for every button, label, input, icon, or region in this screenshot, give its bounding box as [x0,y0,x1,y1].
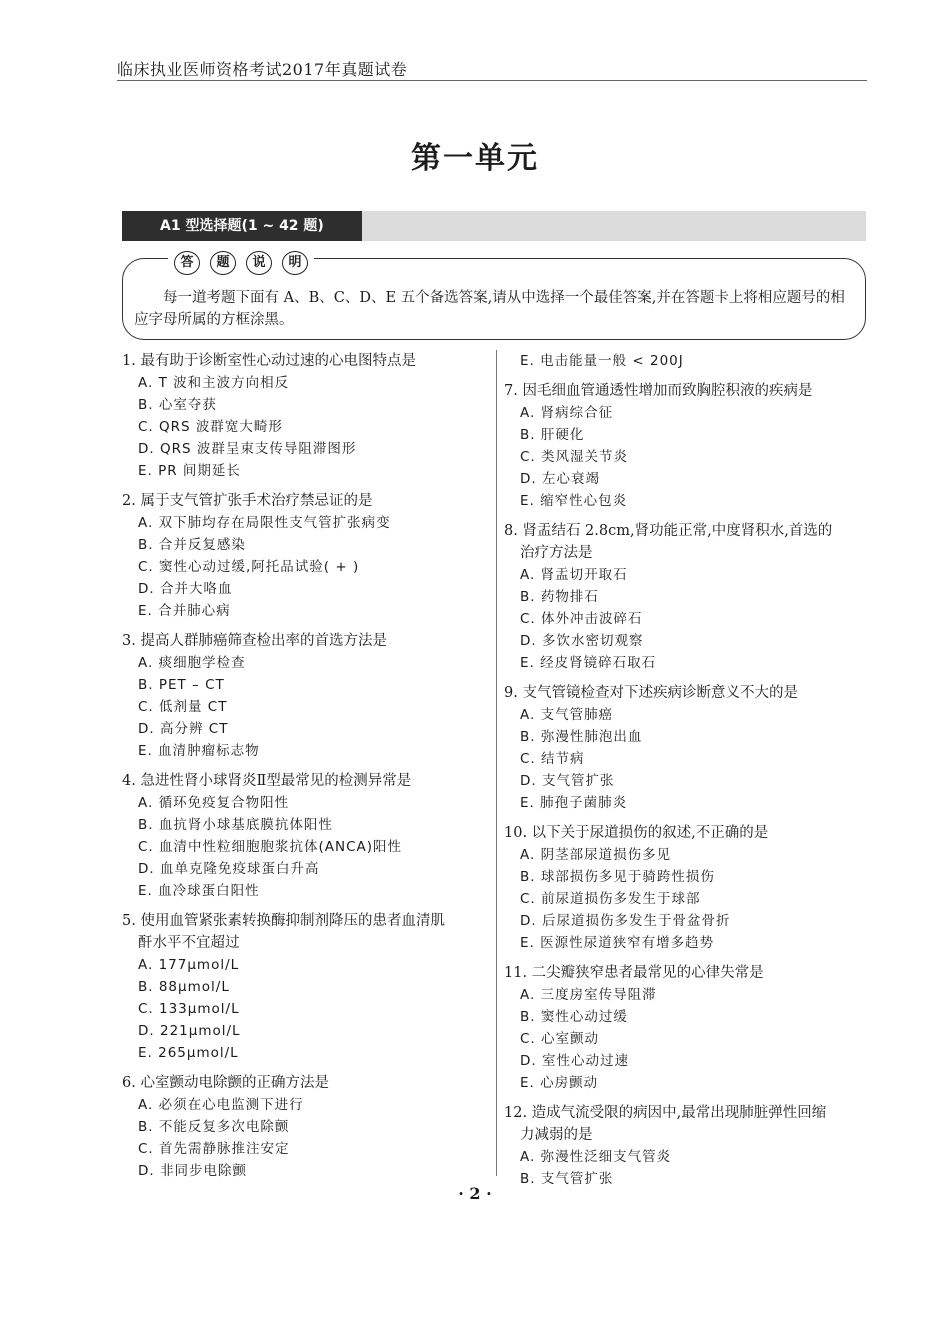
question-item [122,350,492,482]
answer-option: D. 221μmol/L [138,1023,241,1039]
answer-option: B. 窦性心动过缓 [520,1009,628,1025]
answer-option: B. 球部损伤多见于骑跨性损伤 [520,869,715,885]
header-rule [117,80,867,81]
question-stem: 3. 提高人群肺癌筛查检出率的首选方法是 [122,633,387,649]
question-item [504,350,874,372]
question-item [122,770,492,902]
answer-option: D. 血单克隆免疫球蛋白升高 [138,861,320,877]
question-stem: 4. 急进性肾小球肾炎Ⅱ型最常见的检测异常是 [122,773,412,789]
answer-option: A. 肾盂切开取石 [520,567,628,583]
answer-option: D. 高分辨 CT [138,721,229,737]
answer-option: A. 弥漫性泛细支气管炎 [520,1149,672,1165]
answer-option: C. 结节病 [520,751,585,767]
section-label: A1 型选择题(1 ~ 42 题) [122,211,362,241]
question-stem: 9. 支气管镜检查对下述疾病诊断意义不大的是 [504,685,798,701]
answer-option: C. 窦性心动过缓,阿托品试验( + ) [138,559,360,575]
instructions-text: 每一道考题下面有 A、B、C、D、E 五个备选答案,请从中选择一个最佳答案,并在答题卡上将相应题号的相应字母所属的方框涂黑。 [134,290,845,328]
question-item [504,520,874,674]
question-stem-continuation: 酐水平不宜超过 [138,935,240,951]
answer-option: C. 前尿道损伤多发生于球部 [520,891,701,907]
answer-option: D. QRS 波群呈束支传导阻滞图形 [138,441,357,457]
answer-option: B. 弥漫性肺泡出血 [520,729,643,745]
question-stem: 11. 二尖瓣狭窄患者最常见的心律失常是 [504,965,764,981]
question-stem-continuation: 力减弱的是 [520,1127,593,1143]
answer-option: E. 血冷球蛋白阳性 [138,883,260,899]
answer-option: D. 支气管扩张 [520,773,615,789]
instructions-title-char: 明 [282,251,308,275]
question-stem: 5. 使用血管紧张素转换酶抑制剂降压的患者血清肌 [122,913,445,929]
instructions-title-char: 题 [210,251,236,275]
answer-option: E. 经皮肾镜碎石取石 [520,655,657,671]
answer-option: D. 多饮水密切观察 [520,633,644,649]
question-stem: 2. 属于支气管扩张手术治疗禁忌证的是 [122,493,373,509]
answer-option: E. 缩窄性心包炎 [520,493,628,509]
answer-option: E. 电击能量一般 < 200J [520,353,684,369]
answer-option: A. 双下肺均存在局限性支气管扩张病变 [138,515,391,531]
answer-option: D. 后尿道损伤多发生于骨盆骨折 [520,913,731,929]
answer-option: E. 肺孢子菌肺炎 [520,795,628,811]
answer-option: B. 心室夺获 [138,397,217,413]
answer-option: A. 痰细胞学检查 [138,655,246,671]
answer-option: A. 必须在心电监测下进行 [138,1097,304,1113]
answer-option: D. 合并大咯血 [138,581,233,597]
question-item [504,380,874,512]
unit-title: 第一单元 [411,141,539,176]
answer-option: C. 低剂量 CT [138,699,228,715]
page-number: · 2 · [458,1184,492,1203]
instructions-title-char: 答 [174,251,200,275]
answer-option: C. QRS 波群宽大畸形 [138,419,283,435]
answer-option: B. 支气管扩张 [520,1171,614,1187]
question-item [504,682,874,814]
instructions-title-char: 说 [246,251,272,275]
answer-option: C. 血清中性粒细胞胞浆抗体(ANCA)阳性 [138,839,403,855]
question-stem: 8. 肾盂结石 2.8cm,肾功能正常,中度肾积水,首选的 [504,523,833,539]
answer-option: A. T 波和主波方向相反 [138,375,290,391]
running-header: 临床执业医师资格考试2017年真题试卷 [117,60,408,79]
question-item [122,490,492,622]
question-item [122,1072,492,1182]
answer-option: A. 循环免疫复合物阳性 [138,795,290,811]
answer-option: D. 非同步电除颤 [138,1163,247,1179]
question-stem-continuation: 治疗方法是 [520,545,593,561]
answer-option: C. 首先需静脉推注安定 [138,1141,290,1157]
answer-option: B. 合并反复感染 [138,537,246,553]
answer-option: D. 室性心动过速 [520,1053,629,1069]
question-stem: 6. 心室颤动电除颤的正确方法是 [122,1075,329,1091]
answer-option: C. 133μmol/L [138,1001,240,1017]
answer-option: C. 体外冲击波碎石 [520,611,643,627]
answer-option: E. 合并肺心病 [138,603,231,619]
answer-option: B. 肝硬化 [520,427,585,443]
answer-option: B. 不能反复多次电除颤 [138,1119,290,1135]
question-item [122,910,492,1064]
answer-option: E. 265μmol/L [138,1045,239,1061]
answer-option: A. 支气管肺癌 [520,707,614,723]
answer-option: E. PR 间期延长 [138,463,241,479]
column-divider [496,350,497,1176]
answer-option: A. 阴茎部尿道损伤多见 [520,847,672,863]
question-stem: 1. 最有助于诊断室性心动过速的心电图特点是 [122,353,416,369]
question-stem: 12. 造成气流受限的病因中,最常出现肺脏弹性回缩 [504,1105,827,1121]
question-item [504,962,874,1094]
answer-option: A. 177μmol/L [138,957,240,973]
left-question-column [122,350,492,1190]
question-item [122,630,492,762]
question-item [504,822,874,954]
instructions-title [168,251,314,275]
question-stem: 7. 因毛细血管通透性增加而致胸腔积液的疾病是 [504,383,813,399]
answer-option: A. 肾病综合征 [520,405,614,421]
question-item [504,1102,874,1190]
answer-option: C. 心室颤动 [520,1031,600,1047]
answer-option: A. 三度房室传导阻滞 [520,987,657,1003]
answer-option: D. 左心衰竭 [520,471,600,487]
right-question-column [504,350,874,1198]
question-stem: 10. 以下关于尿道损伤的叙述,不正确的是 [504,825,769,841]
answer-option: E. 心房颤动 [520,1075,599,1091]
answer-option: E. 血清肿瘤标志物 [138,743,260,759]
answer-option: B. PET – CT [138,677,225,693]
answer-option: B. 血抗肾小球基底膜抗体阳性 [138,817,333,833]
answer-option: C. 类风湿关节炎 [520,449,629,465]
answer-option: B. 88μmol/L [138,979,230,995]
answer-option: E. 医源性尿道狭窄有增多趋势 [520,935,715,951]
answer-option: B. 药物排石 [520,589,599,605]
